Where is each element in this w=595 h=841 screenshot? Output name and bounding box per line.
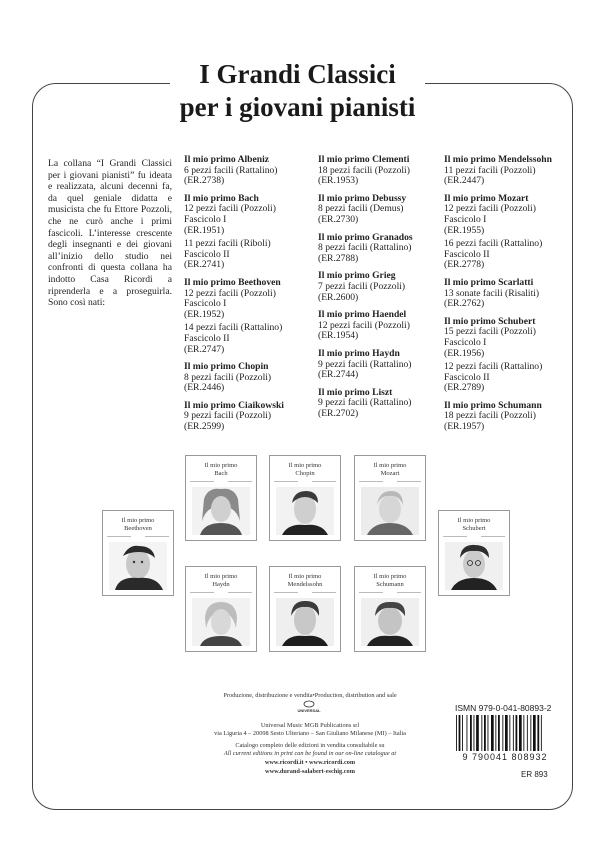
entry-line: Fascicolo II bbox=[444, 371, 490, 383]
cover-series: Il mio primo bbox=[288, 573, 322, 580]
title-line-2: per i giovani pianisti bbox=[179, 92, 416, 122]
page-title bbox=[0, 58, 595, 124]
universal-logo-icon bbox=[289, 700, 329, 714]
entry-line: (ER.2789) bbox=[444, 382, 485, 394]
barcode-icon bbox=[452, 713, 558, 753]
entry-line: Fascicolo II bbox=[184, 332, 230, 344]
company-address: via Liguria 4 – 20098 Sesto Ulteriano – San Giuliano Milanese (MI) – Italia bbox=[214, 730, 406, 737]
entry-line: 12 pezzi facili (Rattalino) bbox=[444, 361, 543, 373]
barcode-number: 9 790041 808932 bbox=[462, 752, 548, 762]
catalog-entry bbox=[444, 278, 569, 310]
portrait-image bbox=[445, 542, 503, 590]
entry-line: 16 pezzi facili (Rattalino) bbox=[444, 238, 543, 250]
entry-line: 9 pezzi facili (Rattalino) bbox=[318, 358, 412, 370]
cover-series: Il mio primo bbox=[204, 462, 238, 469]
cover-composer: Mozart bbox=[380, 469, 400, 477]
entry-line: Fascicolo I bbox=[444, 213, 487, 225]
entry-line: 9 pezzi facili (Pozzoli) bbox=[184, 410, 272, 422]
portrait-image bbox=[361, 598, 419, 646]
entry-line: Fascicolo II bbox=[184, 248, 230, 260]
entry-title: Il mio primo Schumann bbox=[444, 399, 542, 411]
title-line-1: I Grandi Classici bbox=[199, 59, 396, 89]
entry-title: Il mio primo Chopin bbox=[184, 361, 269, 373]
entry-line: 12 pezzi facili (Pozzoli) bbox=[184, 203, 276, 215]
entry-title: Il mio primo Ciaikowski bbox=[184, 399, 284, 411]
entry-line: (ER.2741) bbox=[184, 259, 225, 271]
catalog-entry bbox=[444, 194, 569, 271]
cover-series: Il mio primo bbox=[373, 462, 407, 469]
catalog-entry bbox=[184, 401, 309, 433]
catalog-note-it: Catalogo completo delle edizioni in vendita consultabile su bbox=[235, 742, 385, 749]
cover-series: Il mio primo bbox=[457, 517, 491, 524]
portrait-image bbox=[109, 542, 167, 590]
catalog-entry bbox=[444, 401, 569, 433]
cover-series: Il mio primo bbox=[204, 573, 238, 580]
entry-title: Il mio primo Granados bbox=[318, 231, 413, 243]
cover-composer: Mendelssohn bbox=[287, 580, 323, 588]
ismn-code: ISMN 979-0-041-80893-2 bbox=[455, 703, 552, 713]
website-links[interactable]: www.ricordi.it • www.ricordi.com bbox=[264, 759, 356, 766]
cover-schubert bbox=[438, 510, 510, 596]
entry-line: 8 pezzi facili (Pozzoli) bbox=[184, 371, 272, 383]
entry-line: 6 pezzi facili (Rattalino) bbox=[184, 164, 278, 176]
entry-line: (ER.1954) bbox=[318, 330, 359, 342]
cover-schumann bbox=[354, 566, 426, 652]
catalog-entry bbox=[318, 388, 438, 420]
entry-title: Il mio primo Clementi bbox=[318, 154, 410, 165]
catalog-entry bbox=[444, 317, 569, 394]
catalog-entry bbox=[444, 155, 569, 187]
catalog-note-en: All current editions in print can be found in our on-line catalogue at bbox=[223, 750, 397, 757]
entry-line: (ER.1956) bbox=[444, 347, 485, 359]
entry-title: Il mio primo Scarlatti bbox=[444, 276, 534, 288]
entry-line: 7 pezzi facili (Pozzoli) bbox=[318, 280, 406, 292]
entry-line: (ER.1957) bbox=[444, 421, 485, 433]
entry-line: 12 pezzi facili (Pozzoli) bbox=[318, 319, 410, 331]
entry-title: Il mio primo Debussy bbox=[318, 192, 407, 204]
entry-title: Il mio primo Haydn bbox=[318, 347, 400, 359]
entry-title: Il mio primo Mendelssohn bbox=[444, 154, 552, 165]
cover-beethoven bbox=[102, 510, 174, 596]
entry-title: Il mio primo Liszt bbox=[318, 386, 393, 398]
entry-line: Fascicolo I bbox=[444, 336, 487, 348]
entry-line: (ER.2744) bbox=[318, 369, 359, 381]
entry-line: 11 pezzi facili (Riboli) bbox=[184, 238, 271, 250]
entry-line: (ER.2702) bbox=[318, 407, 359, 419]
catalog-column-3 bbox=[444, 155, 569, 440]
entry-line: (ER.2730) bbox=[318, 213, 359, 225]
entry-line: 14 pezzi facili (Rattalino) bbox=[184, 322, 283, 334]
catalog-entry bbox=[184, 194, 309, 271]
entry-line: Fascicolo I bbox=[184, 213, 227, 225]
entry-line: 12 pezzi facili (Pozzoli) bbox=[184, 287, 276, 299]
entry-line: 13 sonate facili (Risaliti) bbox=[444, 287, 540, 299]
entry-line: Fascicolo II bbox=[444, 248, 490, 260]
entry-line: 18 pezzi facili (Pozzoli) bbox=[318, 164, 410, 176]
cover-series: Il mio primo bbox=[121, 517, 155, 524]
entry-line: 9 pezzi facili (Rattalino) bbox=[318, 397, 412, 409]
svg-text:UNIVERSAL: UNIVERSAL bbox=[297, 708, 321, 713]
intro-paragraph: La collana “I Grandi Classici per i giovani pianisti” fu ideata e realizzata, alcuni decenni fa, da quel geniale didatta e musicista che fu Ettore Pozzoli, che ne curò anche i primi fascicoli. L’interesse crescente degli insegnanti e dei giovani all’inizio dello studio nei confronti di questa collana ha indotto Casa Ricordi a riprenderla e a proseguirla. Sono così nati: bbox=[48, 158, 172, 309]
entry-title: Il mio primo Grieg bbox=[318, 270, 396, 282]
entry-line: (ER.2447) bbox=[444, 175, 485, 187]
cover-series: Il mio primo bbox=[288, 462, 322, 469]
entry-title: Il mio primo Schubert bbox=[444, 315, 536, 327]
entry-line: 18 pezzi facili (Pozzoli) bbox=[444, 410, 536, 422]
entry-title: Il mio primo Albeniz bbox=[184, 154, 270, 165]
entry-title: Il mio primo Beethoven bbox=[184, 276, 281, 288]
catalog-entry bbox=[318, 155, 438, 187]
catalog-entry bbox=[318, 194, 438, 226]
catalog-entry bbox=[318, 349, 438, 381]
entry-line: 12 pezzi facili (Pozzoli) bbox=[444, 203, 536, 215]
entry-line: (ER.1955) bbox=[444, 224, 485, 236]
production-line: Produzione, distribuzione e vendita•Production, distribution and sale bbox=[223, 692, 397, 699]
catalog-column-2 bbox=[318, 155, 438, 426]
cover-composer: Beethoven bbox=[124, 524, 152, 532]
cover-composer: Haydn bbox=[212, 580, 230, 588]
cover-mozart bbox=[354, 455, 426, 541]
entry-line: (ER.1951) bbox=[184, 224, 225, 236]
entry-line: (ER.1952) bbox=[184, 308, 225, 320]
entry-title: Il mio primo Mozart bbox=[444, 192, 529, 204]
entry-title: Il mio primo Haendel bbox=[318, 309, 407, 321]
website-link-durand[interactable]: www.durand-salabert-eschig.com bbox=[265, 768, 355, 775]
entry-line: 11 pezzi facili (Pozzoli) bbox=[444, 164, 536, 176]
catalog-entry bbox=[318, 271, 438, 303]
edition-code: ER 893 bbox=[521, 770, 548, 779]
entry-line: (ER.2788) bbox=[318, 252, 359, 264]
cover-composer: Schubert bbox=[462, 524, 486, 532]
entry-line: 15 pezzi facili (Pozzoli) bbox=[444, 326, 536, 338]
portrait-image bbox=[276, 598, 334, 646]
entry-line: (ER.2600) bbox=[318, 291, 359, 303]
entry-line: 8 pezzi facili (Rattalino) bbox=[318, 242, 412, 254]
entry-line: 8 pezzi facili (Demus) bbox=[318, 203, 404, 215]
cover-chopin bbox=[269, 455, 341, 541]
catalog-entry bbox=[184, 362, 309, 394]
cover-composer: Bach bbox=[214, 469, 228, 477]
entry-line: (ER.2599) bbox=[184, 421, 225, 433]
cover-composer: Chopin bbox=[295, 469, 315, 477]
catalog-entry bbox=[184, 278, 309, 355]
catalog-entry bbox=[184, 155, 309, 187]
entry-line: (ER.2778) bbox=[444, 259, 485, 271]
company-name: Universal Music MGB Publications srl bbox=[260, 722, 360, 729]
entry-title: Il mio primo Bach bbox=[184, 192, 259, 204]
cover-mendelssohn bbox=[269, 566, 341, 652]
catalog-column-1 bbox=[184, 155, 309, 440]
portrait-image bbox=[276, 487, 334, 535]
cover-haydn bbox=[185, 566, 257, 652]
entry-line: (ER.1953) bbox=[318, 175, 359, 187]
entry-line: (ER.2747) bbox=[184, 343, 225, 355]
entry-line: (ER.2446) bbox=[184, 382, 225, 394]
portrait-image bbox=[192, 598, 250, 646]
entry-line: (ER.2738) bbox=[184, 175, 225, 187]
catalog-entry bbox=[318, 310, 438, 342]
portrait-image bbox=[361, 487, 419, 535]
entry-line: (ER.2762) bbox=[444, 298, 485, 310]
cover-bach bbox=[185, 455, 257, 541]
cover-composer: Schumann bbox=[376, 580, 404, 588]
cover-series: Il mio primo bbox=[373, 573, 407, 580]
catalog-entry bbox=[318, 233, 438, 265]
entry-line: Fascicolo I bbox=[184, 298, 227, 310]
portrait-image bbox=[192, 487, 250, 535]
